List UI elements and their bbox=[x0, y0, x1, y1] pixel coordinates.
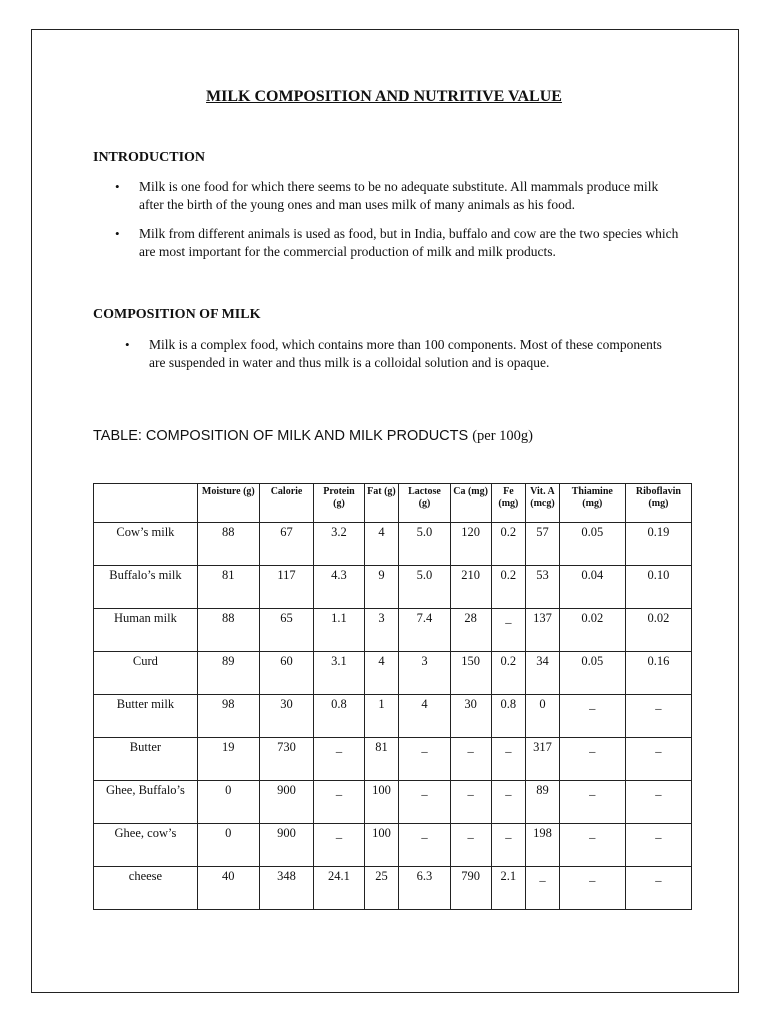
table-row bbox=[94, 609, 692, 652]
table-cell: _ bbox=[559, 781, 625, 824]
table-cell: 0.02 bbox=[559, 609, 625, 652]
table-cell: 900 bbox=[259, 781, 314, 824]
header-cell: Ca (mg) bbox=[450, 484, 491, 523]
table-caption-unit: (per 100g) bbox=[472, 428, 534, 444]
table-cell: 40 bbox=[197, 867, 259, 910]
table-cell: 900 bbox=[259, 824, 314, 867]
row-label-cell: Ghee, Buffalo’s bbox=[94, 781, 198, 824]
header-cell: Protein (g) bbox=[314, 484, 364, 523]
row-label-cell: Butter milk bbox=[94, 695, 198, 738]
table-cell: _ bbox=[450, 824, 491, 867]
table-row bbox=[94, 867, 692, 910]
table-cell: 34 bbox=[526, 652, 560, 695]
composition-list bbox=[149, 336, 669, 383]
table-cell: 88 bbox=[197, 609, 259, 652]
table-cell: _ bbox=[559, 824, 625, 867]
table-cell: 89 bbox=[197, 652, 259, 695]
table-cell: _ bbox=[559, 738, 625, 781]
composition-heading: COMPOSITION OF MILK bbox=[93, 307, 261, 322]
table-cell: 81 bbox=[364, 738, 399, 781]
table-cell: 790 bbox=[450, 867, 491, 910]
introduction-list bbox=[139, 178, 679, 272]
table-cell: 67 bbox=[259, 523, 314, 566]
table-cell: _ bbox=[625, 738, 691, 781]
list-item: • Milk from different animals is used as food, but in India, buffalo and cow are the two species which are most important for the commercial production of milk and milk products. bbox=[139, 225, 679, 261]
row-label-cell: Cow’s milk bbox=[94, 523, 198, 566]
table-cell: 28 bbox=[450, 609, 491, 652]
table-cell: _ bbox=[450, 738, 491, 781]
table-cell: 30 bbox=[259, 695, 314, 738]
table-cell: _ bbox=[491, 781, 526, 824]
header-cell: Moisture (g) bbox=[197, 484, 259, 523]
table-row bbox=[94, 566, 692, 609]
table-cell: 0.2 bbox=[491, 566, 526, 609]
list-item: • Milk is a complex food, which contains more than 100 components. Most of these components are suspended in water and thus milk is a colloidal solution and is opaque. bbox=[149, 336, 669, 372]
table-cell: 57 bbox=[526, 523, 560, 566]
table-cell: 4 bbox=[364, 523, 399, 566]
composition-table bbox=[93, 483, 692, 910]
table-cell: 2.1 bbox=[491, 867, 526, 910]
table-cell: 117 bbox=[259, 566, 314, 609]
table-cell: 5.0 bbox=[399, 566, 450, 609]
table-caption bbox=[93, 428, 533, 445]
table-cell: _ bbox=[625, 824, 691, 867]
table-row bbox=[94, 738, 692, 781]
introduction-heading: INTRODUCTION bbox=[93, 150, 206, 165]
table-row bbox=[94, 695, 692, 738]
table-cell: 4 bbox=[399, 695, 450, 738]
table-cell: 150 bbox=[450, 652, 491, 695]
table-cell: 100 bbox=[364, 781, 399, 824]
table-cell: 30 bbox=[450, 695, 491, 738]
table-cell: 0.2 bbox=[491, 652, 526, 695]
table-cell: 0.16 bbox=[625, 652, 691, 695]
row-label-cell: Butter bbox=[94, 738, 198, 781]
table-cell: 0.8 bbox=[314, 695, 364, 738]
table-cell: 3.2 bbox=[314, 523, 364, 566]
table-cell: 25 bbox=[364, 867, 399, 910]
header-cell: Thiamine (mg) bbox=[559, 484, 625, 523]
table-cell: 730 bbox=[259, 738, 314, 781]
table-row bbox=[94, 523, 692, 566]
table-cell: 0 bbox=[197, 824, 259, 867]
header-cell: Vit. A (mcg) bbox=[526, 484, 560, 523]
table-cell: 120 bbox=[450, 523, 491, 566]
table-header-row bbox=[94, 484, 692, 523]
table-row bbox=[94, 781, 692, 824]
table-cell: 0.2 bbox=[491, 523, 526, 566]
table-cell: 3 bbox=[364, 609, 399, 652]
table-cell: 89 bbox=[526, 781, 560, 824]
table-cell: 7.4 bbox=[399, 609, 450, 652]
table-cell: _ bbox=[625, 867, 691, 910]
table-cell: _ bbox=[314, 738, 364, 781]
table-cell: 0.05 bbox=[559, 652, 625, 695]
table-cell: 3.1 bbox=[314, 652, 364, 695]
table-cell: 0.19 bbox=[625, 523, 691, 566]
table-cell: 3 bbox=[399, 652, 450, 695]
table-cell: _ bbox=[450, 781, 491, 824]
table-cell: 1 bbox=[364, 695, 399, 738]
table-cell: _ bbox=[399, 738, 450, 781]
row-label-cell: Human milk bbox=[94, 609, 198, 652]
table-cell: 4 bbox=[364, 652, 399, 695]
header-cell: Fe (mg) bbox=[491, 484, 526, 523]
table-cell: _ bbox=[625, 781, 691, 824]
table-cell: 0.05 bbox=[559, 523, 625, 566]
table-cell: _ bbox=[399, 781, 450, 824]
table-cell: 0.02 bbox=[625, 609, 691, 652]
table-cell: _ bbox=[526, 867, 560, 910]
table-cell: 0.8 bbox=[491, 695, 526, 738]
header-cell: Lactose (g) bbox=[399, 484, 450, 523]
table-cell: 348 bbox=[259, 867, 314, 910]
table-cell: 0.04 bbox=[559, 566, 625, 609]
table-cell: 60 bbox=[259, 652, 314, 695]
table-cell: _ bbox=[491, 824, 526, 867]
page-title: MILK COMPOSITION AND NUTRITIVE VALUE bbox=[206, 88, 562, 105]
table-cell: 0 bbox=[197, 781, 259, 824]
table-cell: _ bbox=[314, 781, 364, 824]
header-cell: Calorie bbox=[259, 484, 314, 523]
table-cell: 98 bbox=[197, 695, 259, 738]
row-label-cell: Buffalo’s milk bbox=[94, 566, 198, 609]
table-cell: _ bbox=[491, 738, 526, 781]
header-cell: Riboflavin (mg) bbox=[625, 484, 691, 523]
table-cell: _ bbox=[625, 695, 691, 738]
row-label-cell: cheese bbox=[94, 867, 198, 910]
header-cell bbox=[94, 484, 198, 523]
table-cell: 88 bbox=[197, 523, 259, 566]
row-label-cell: Ghee, cow’s bbox=[94, 824, 198, 867]
table-cell: 65 bbox=[259, 609, 314, 652]
table-cell: _ bbox=[491, 609, 526, 652]
table-cell: 9 bbox=[364, 566, 399, 609]
table-cell: 53 bbox=[526, 566, 560, 609]
table-cell: 137 bbox=[526, 609, 560, 652]
table-cell: 0 bbox=[526, 695, 560, 738]
table-cell: _ bbox=[559, 867, 625, 910]
table-cell: 198 bbox=[526, 824, 560, 867]
table-cell: 0.10 bbox=[625, 566, 691, 609]
table-cell: 4.3 bbox=[314, 566, 364, 609]
table-row bbox=[94, 652, 692, 695]
table-cell: 5.0 bbox=[399, 523, 450, 566]
table-cell: 24.1 bbox=[314, 867, 364, 910]
table-cell: 317 bbox=[526, 738, 560, 781]
table-row bbox=[94, 824, 692, 867]
header-cell: Fat (g) bbox=[364, 484, 399, 523]
table-cell: _ bbox=[314, 824, 364, 867]
table-cell: 100 bbox=[364, 824, 399, 867]
row-label-cell: Curd bbox=[94, 652, 198, 695]
table-cell: _ bbox=[559, 695, 625, 738]
table-cell: 210 bbox=[450, 566, 491, 609]
table-cell: 6.3 bbox=[399, 867, 450, 910]
table-cell: 19 bbox=[197, 738, 259, 781]
table-cell: _ bbox=[399, 824, 450, 867]
table-caption-text: TABLE: COMPOSITION OF MILK AND MILK PRODUCTS bbox=[93, 428, 469, 444]
list-item: • Milk is one food for which there seems to be no adequate substitute. All mammals produce milk after the birth of the young ones and man uses milk of many animals as his food. bbox=[139, 178, 679, 214]
table-cell: 1.1 bbox=[314, 609, 364, 652]
table-cell: 81 bbox=[197, 566, 259, 609]
